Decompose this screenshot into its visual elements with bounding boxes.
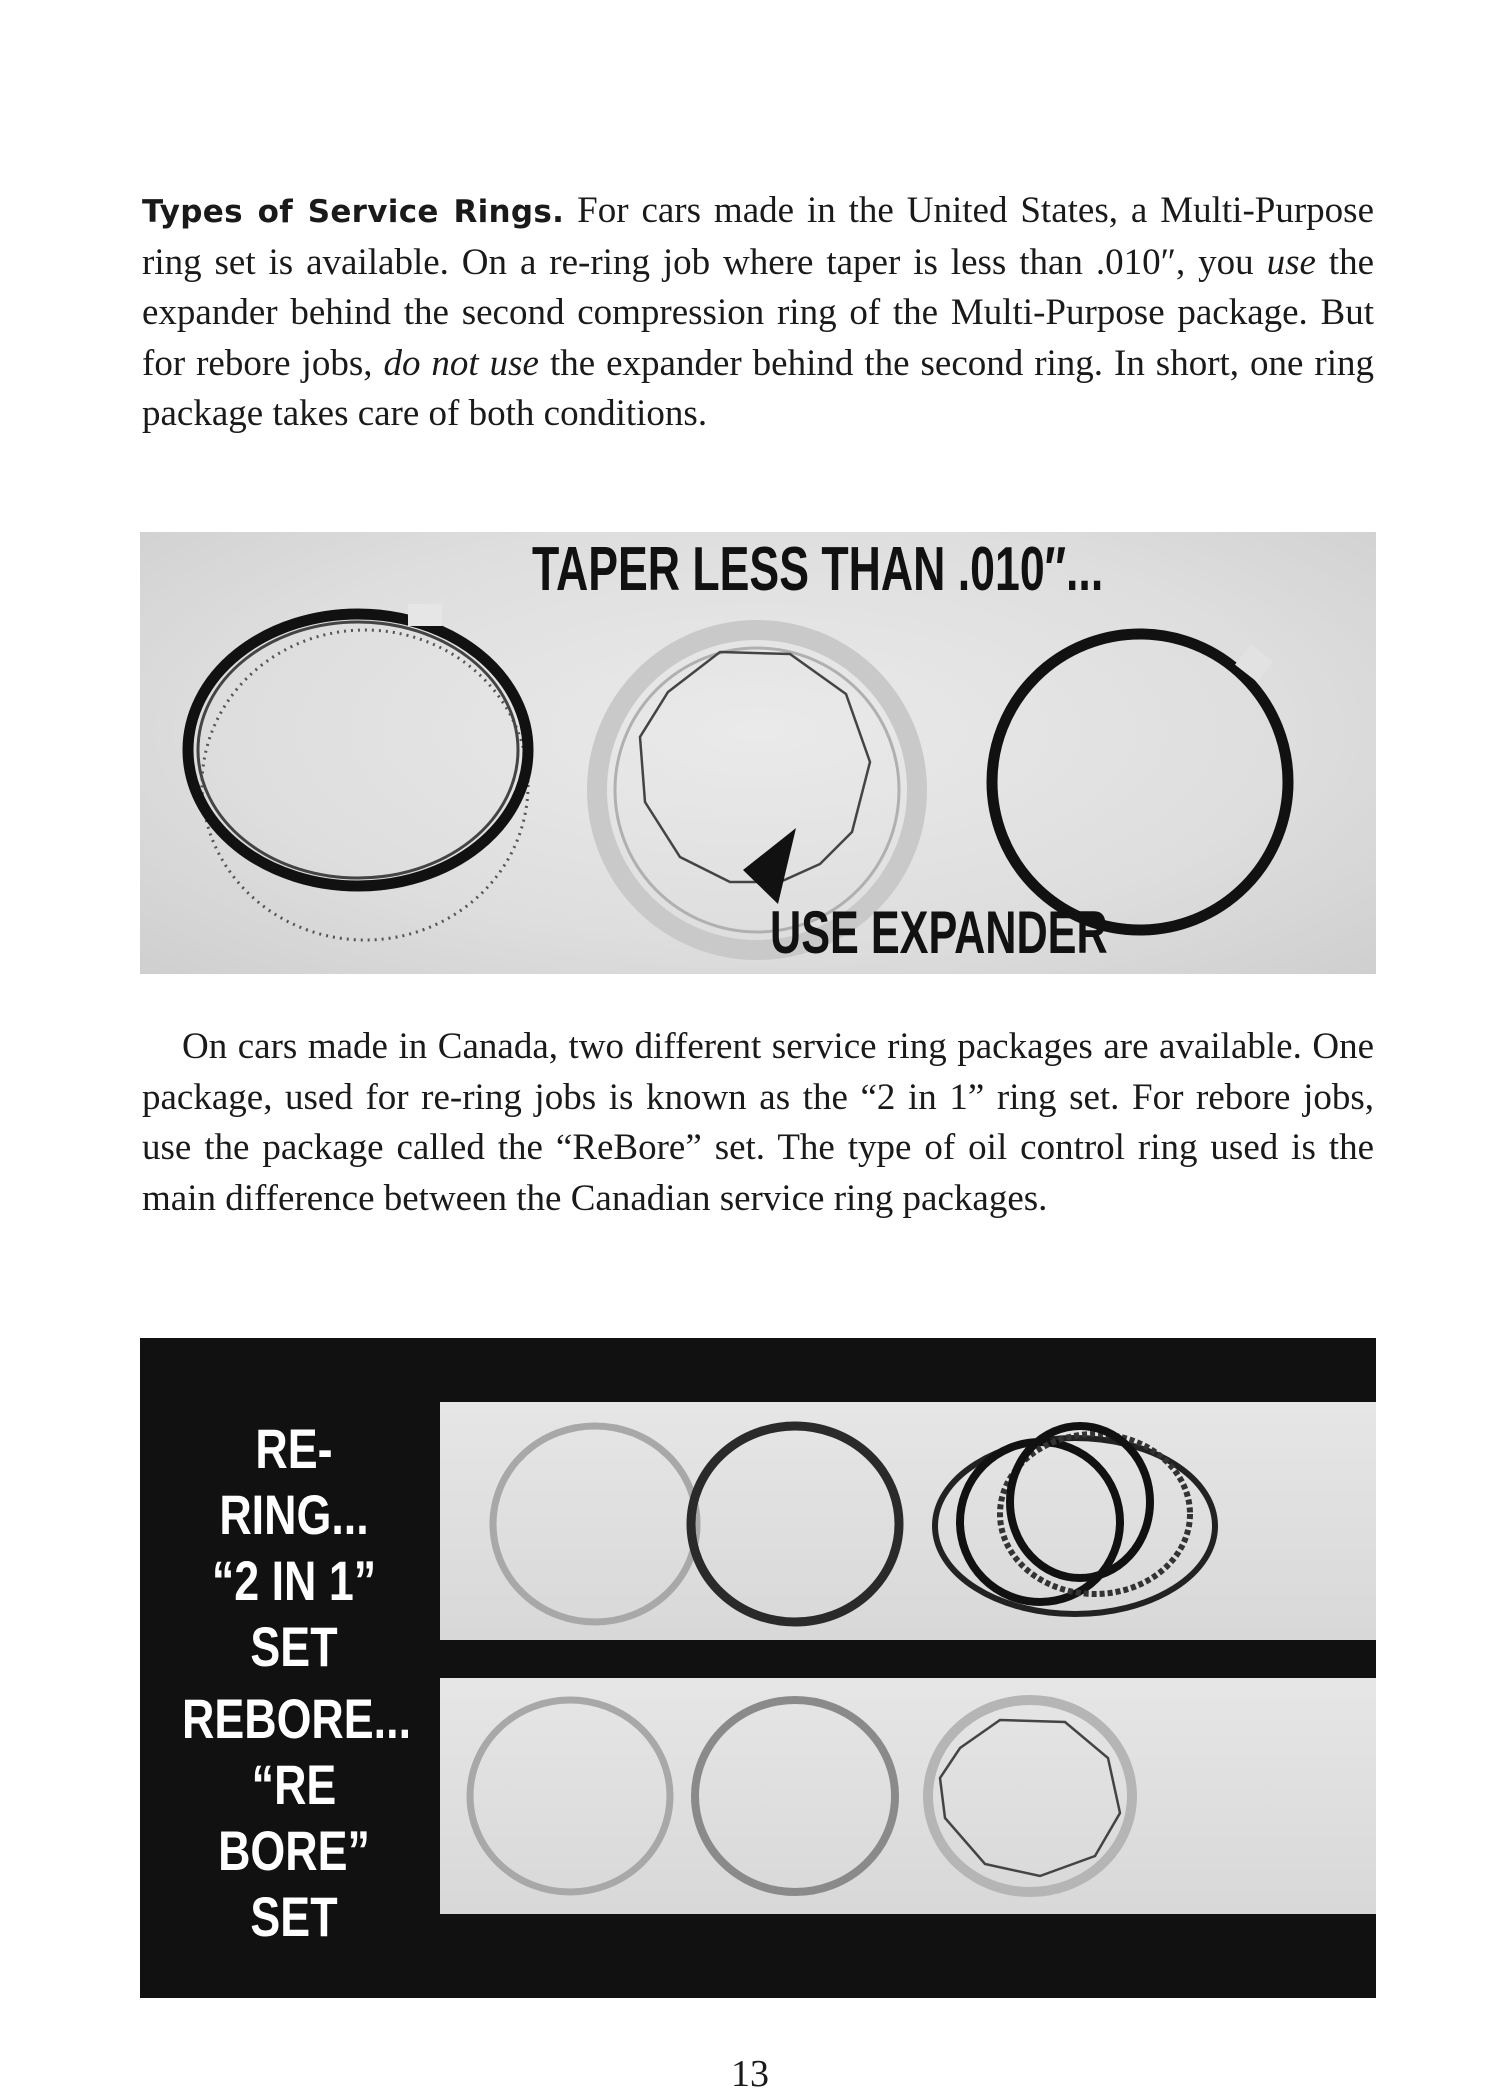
- emphasis-do-not-use: do not use: [383, 342, 539, 384]
- rebore-line2: “RE BORE”: [218, 1753, 370, 1882]
- taper-ring-photo: [140, 532, 1376, 974]
- emphasis-use: use: [1266, 241, 1316, 283]
- rering-line2: “2 IN 1”: [211, 1549, 377, 1612]
- paragraph-text: For cars made in the United States, a Multi-Purpose ring set is available. On a re-ring job where taper is less than .010″, you: [142, 190, 1374, 283]
- ring-sets-photo: [140, 1338, 1376, 1998]
- rebore-line1: REBORE...: [182, 1687, 412, 1750]
- rering-set-label: [154, 1416, 434, 1680]
- rebore-line3: SET: [250, 1885, 338, 1948]
- second-ring-image: [992, 634, 1288, 930]
- paragraph-text: the expander behind the second compression ring of the Multi-Purpose package. But for rebore jobs,: [142, 241, 1375, 384]
- paragraph-canada-rings: On cars made in Canada, two different service ring packages are available. One package, used for re-ring jobs is known as the “2 in 1” ring set. For rebore jobs, use the package called the “ReBore” set. The type of oil control ring used is the main difference between the Canadian service ring packages.: [142, 1026, 1374, 1219]
- arrow-icon: [743, 828, 796, 904]
- top-ring-image: [188, 604, 528, 940]
- page-number: 13: [731, 2053, 769, 2095]
- rebore-set-label: [154, 1686, 434, 1950]
- rering-rings-image: [440, 1402, 1376, 1640]
- use-expander-label: USE EXPANDER: [770, 899, 1108, 966]
- rering-line3: SET: [250, 1615, 338, 1678]
- paragraph-us-rings: [142, 186, 1374, 440]
- rering-line1: RE-RING...: [219, 1417, 369, 1546]
- taper-title: TAPER LESS THAN .010″...: [532, 535, 1104, 604]
- paragraph-text: the expander behind the second ring. In short, one ring package takes care of both conditions.: [142, 342, 1374, 434]
- rebore-rings-image: [440, 1678, 1376, 1914]
- section-heading: Types of Service Rings.: [142, 194, 565, 230]
